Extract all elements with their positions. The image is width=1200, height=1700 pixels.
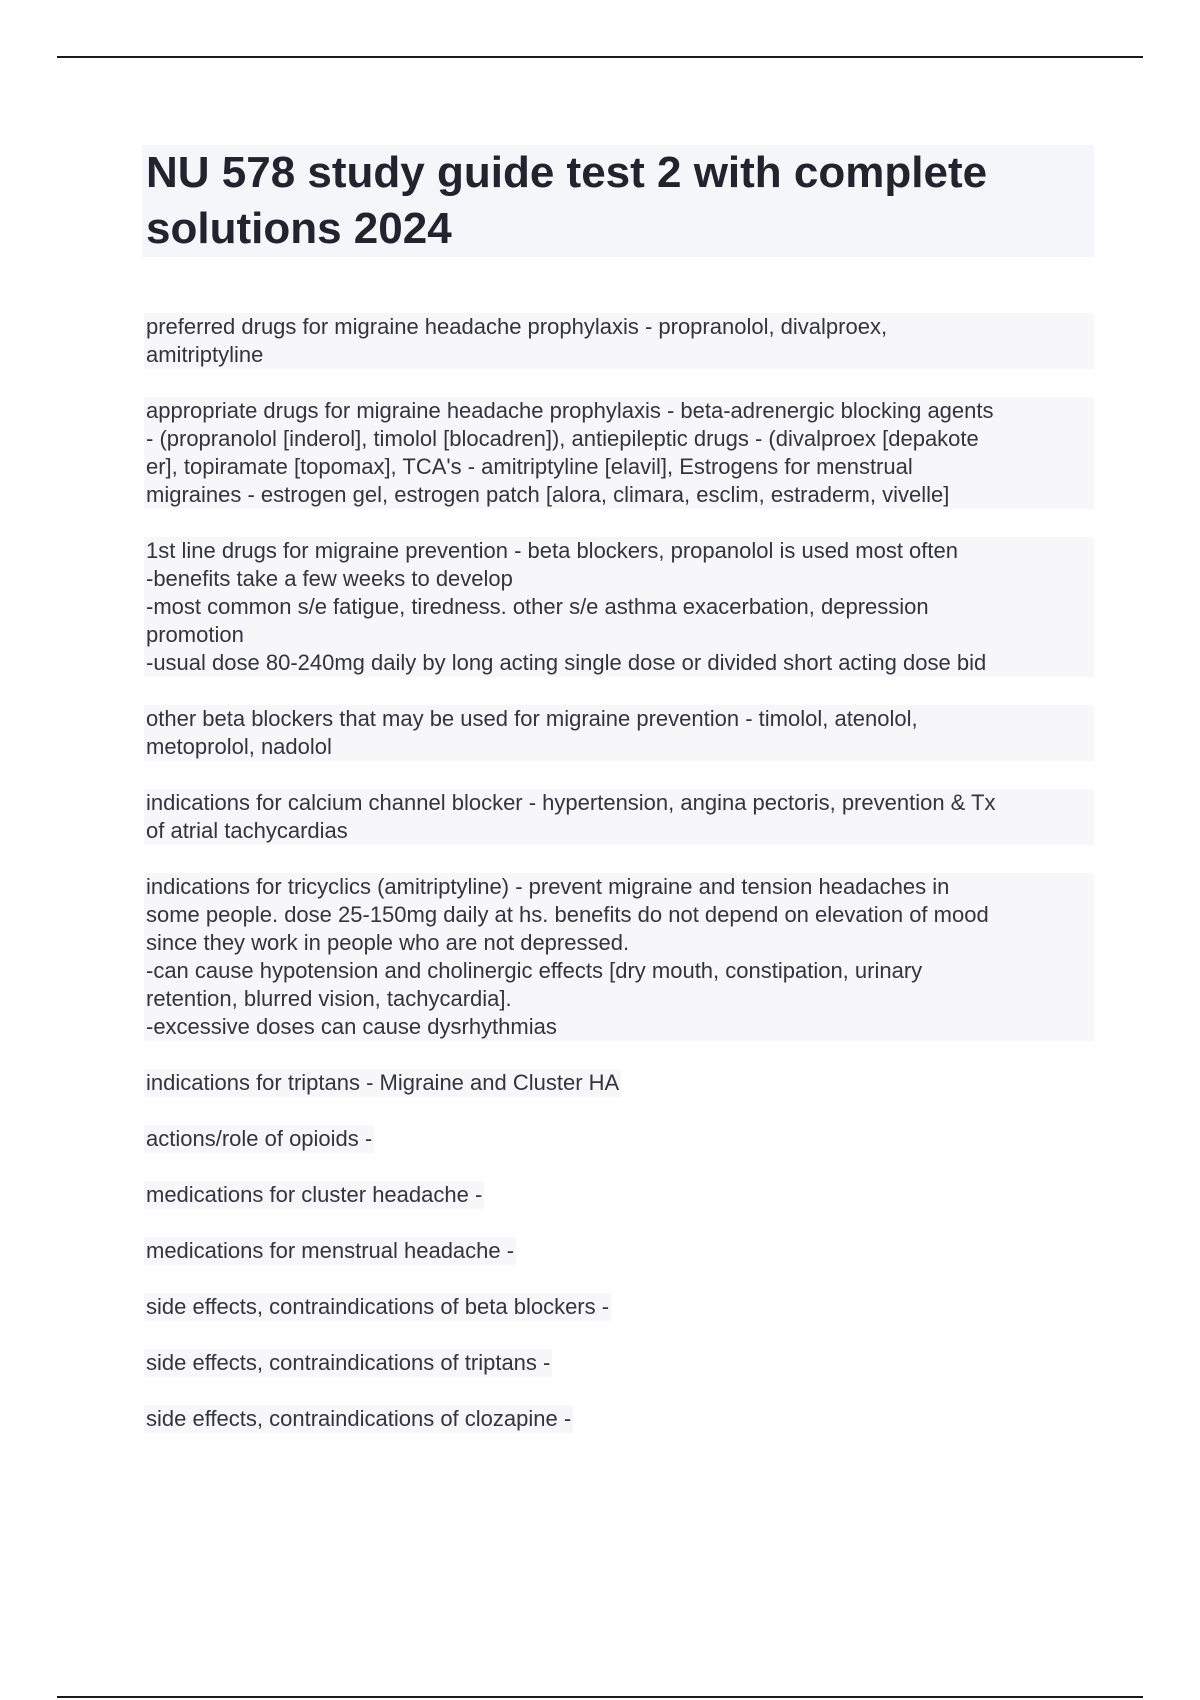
- page-title-line-1: NU 578 study guide test 2 with complete: [146, 148, 988, 197]
- qa-item: other beta blockers that may be used for migraine prevention - timolol, atenolol, metoprolol, nadolol: [144, 705, 1094, 761]
- qa-item: side effects, contraindications of clozapine -: [146, 1406, 572, 1431]
- qa-item: side effects, contraindications of beta blockers -: [146, 1294, 610, 1319]
- qa-item: medications for cluster headache -: [146, 1182, 483, 1207]
- qa-item: appropriate drugs for migraine headache prophylaxis - beta-adrenergic blocking agents - (propranolol [inderol], timolol [blocadren]), antiepileptic drugs - (divalproex [depakote er], topiramate [topomax], TCA's - amitriptyline [elavil], Estrogens for menstrual migraines - estrogen gel, estrogen patch [alora, climara, esclim, estraderm, vivelle]: [144, 397, 1094, 509]
- title-block: [142, 145, 1094, 257]
- page-title: [146, 145, 1090, 257]
- qa-item: actions/role of opioids -: [146, 1126, 373, 1151]
- qa-item: preferred drugs for migraine headache prophylaxis - propranolol, divalproex, amitriptyline: [144, 313, 1094, 369]
- qa-list: [144, 313, 1094, 1461]
- qa-item: 1st line drugs for migraine prevention - beta blockers, propanolol is used most often -benefits take a few weeks to develop -most common s/e fatigue, tiredness. other s/e asthma exacerbation, depression promotion -usual dose 80-240mg daily by long acting single dose or divided short acting dose bid: [144, 537, 1094, 677]
- qa-item: indications for tricyclics (amitriptyline) - prevent migraine and tension headaches in some people. dose 25-150mg daily at hs. benefits do not depend on elevation of mood since they work in people who are not depressed. -can cause hypotension and cholinergic effects [dry mouth, constipation, urinary retention, blurred vision, tachycardia]. -excessive doses can cause dysrhythmias: [144, 873, 1094, 1041]
- page-title-line-2: solutions 2024: [146, 204, 452, 253]
- qa-item: medications for menstrual headache -: [146, 1238, 515, 1263]
- qa-item: side effects, contraindications of triptans -: [146, 1350, 551, 1375]
- qa-item: indications for calcium channel blocker - hypertension, angina pectoris, prevention & Tx of atrial tachycardias: [144, 789, 1094, 845]
- top-divider: [57, 56, 1143, 58]
- bottom-divider: [57, 1696, 1143, 1698]
- qa-item: indications for triptans - Migraine and Cluster HA: [146, 1070, 620, 1095]
